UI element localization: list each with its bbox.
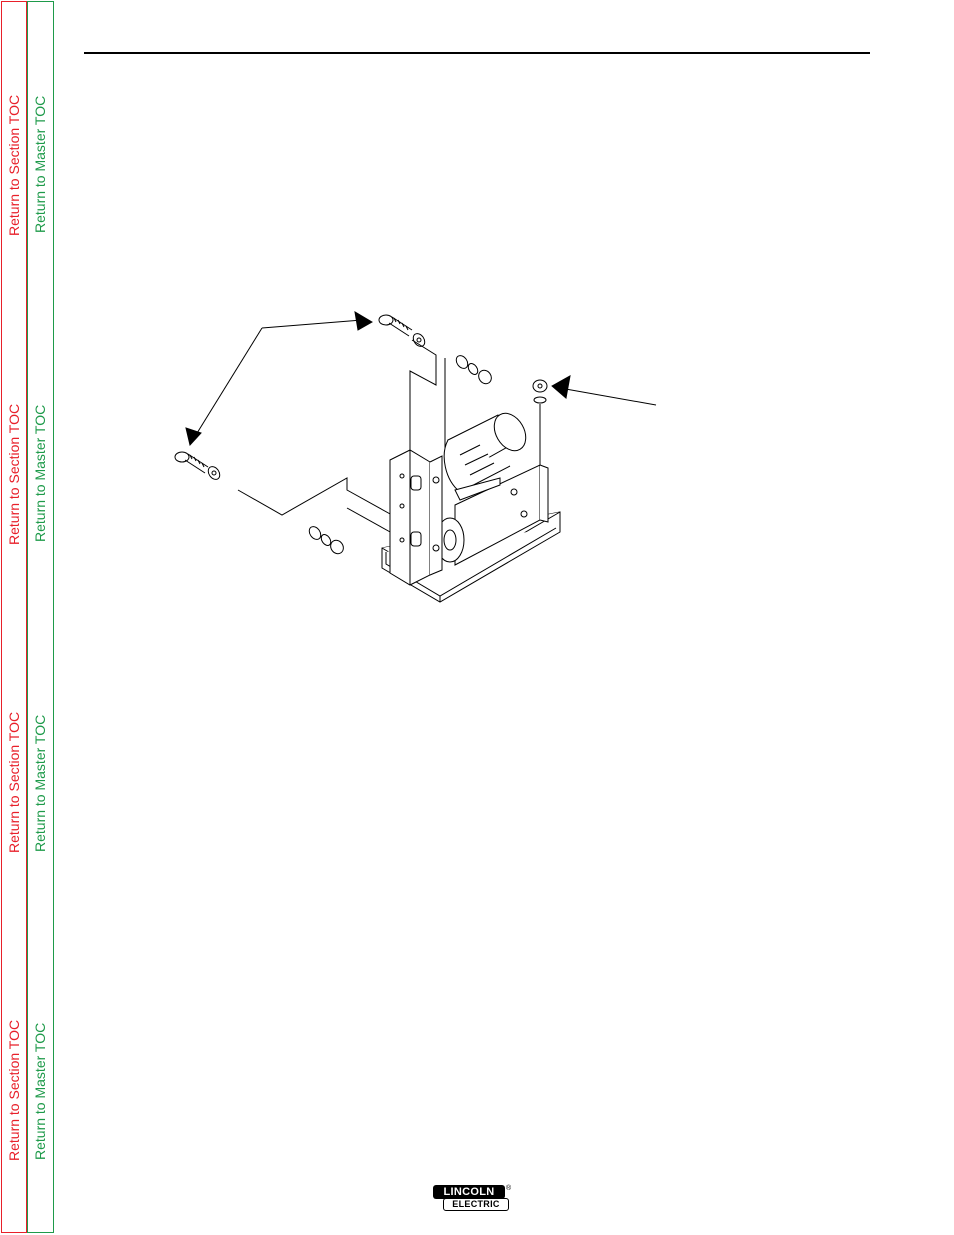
lower-washers-and-nut xyxy=(307,524,346,556)
lower-bolt xyxy=(175,452,222,482)
return-to-master-toc-link-2[interactable]: Return to Master TOC xyxy=(32,404,48,542)
upper-washers-and-nut xyxy=(454,353,494,386)
logo-brand: LINCOLN xyxy=(433,1185,505,1199)
return-to-master-toc-link-1[interactable]: Return to Master TOC xyxy=(32,95,48,233)
header-rule xyxy=(84,52,870,54)
return-to-section-toc-link-2[interactable]: Return to Section TOC xyxy=(6,403,22,545)
return-to-section-toc-link-3[interactable]: Return to Section TOC xyxy=(6,711,22,853)
logo-sub: ELECTRIC xyxy=(443,1198,509,1211)
return-to-master-toc-link-4[interactable]: Return to Master TOC xyxy=(32,1022,48,1160)
nut-leader-line xyxy=(552,376,656,405)
return-to-master-toc-link-3[interactable]: Return to Master TOC xyxy=(32,714,48,852)
upper-bolt xyxy=(379,315,427,349)
logo-registered-mark: ® xyxy=(506,1185,512,1192)
bolt-leader-lines xyxy=(186,312,372,445)
motor-assembly-exploded-diagram xyxy=(160,300,680,620)
return-to-section-toc-link-1[interactable]: Return to Section TOC xyxy=(6,94,22,236)
return-to-section-toc-link-4[interactable]: Return to Section TOC xyxy=(6,1019,22,1161)
lincoln-electric-logo xyxy=(433,1185,513,1215)
front-mounting-plate xyxy=(390,450,442,585)
toc-sidebar xyxy=(0,0,55,1235)
